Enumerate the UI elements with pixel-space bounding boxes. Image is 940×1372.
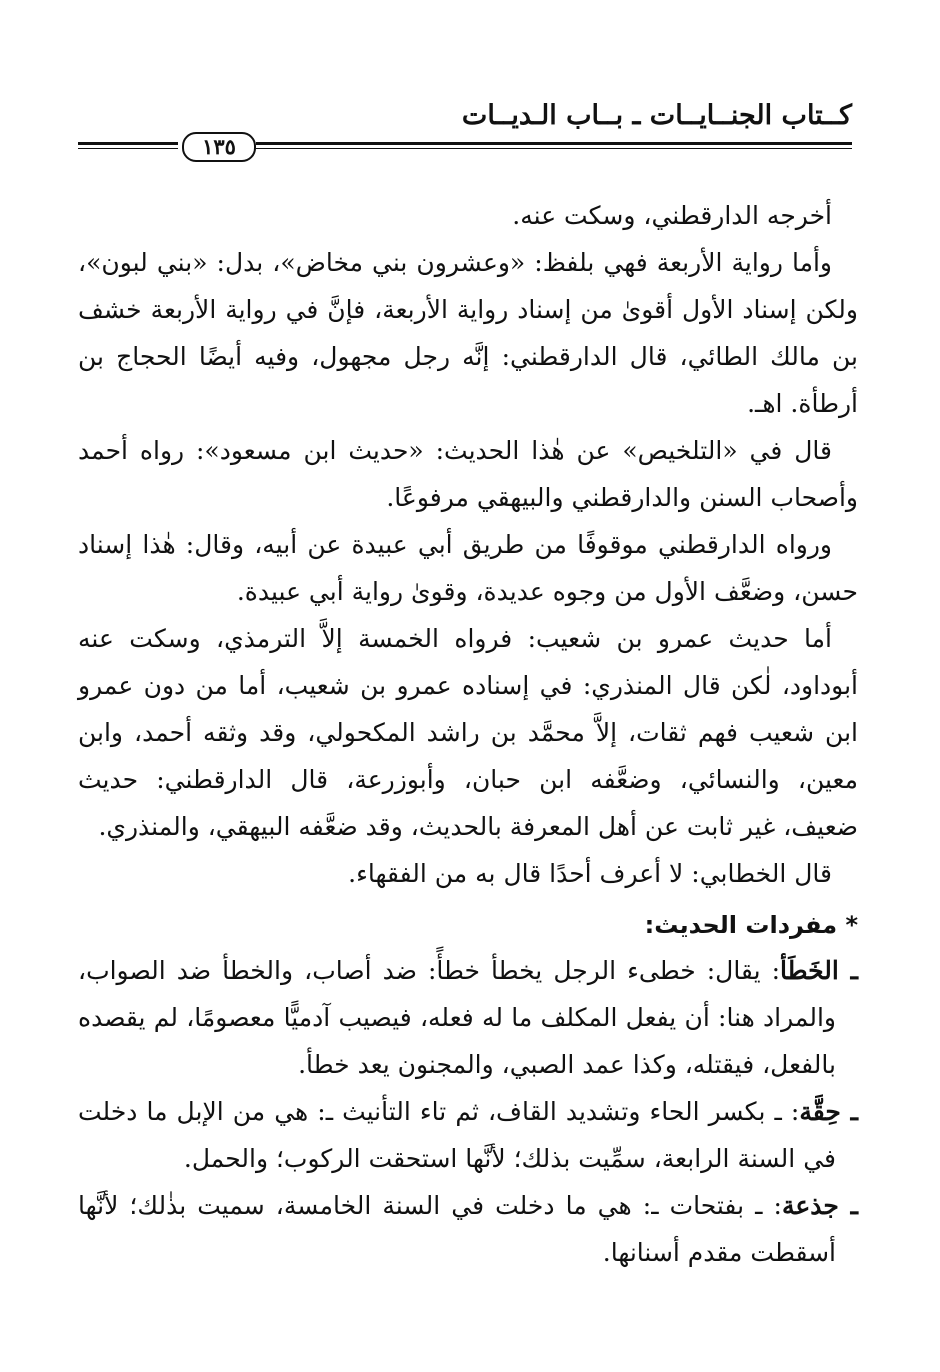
header-rule [78, 132, 852, 162]
glossary-definition: : ـ بفتحات ـ: هي ما دخلت في السنة الخامسة، سميت بذٰلك؛ لأنَّها أسقطت مقدم أسنانها. [78, 1191, 836, 1267]
rule-line-left-thin [78, 148, 178, 149]
paragraph: أما حديث عمرو بن شعيب: فرواه الخمسة إلاَّ الترمذي، وسكت عنه أبوداود، لٰكن قال المنذري: في إسناده عمرو بن شعيب، أما من دون عمرو ابن شعيب فهم ثقات، إلاَّ محمَّد بن راشد المكحولي، وقد وثقه أحمد، وابن معين، والنسائي، وضعَّفه ابن حبان، وأبوزرعة، قال الدارقطني: حديث ضعيف، غير ثابت عن أهل المعرفة بالحديث، وقد ضعَّفه البيهقي، والمنذري. [78, 624, 858, 841]
paragraph: ورواه الدارقطني موقوفًا من طريق أبي عبيدة عن أبيه، وقال: هٰذا إسناد حسن، وضعَّف الأول من وجوه عديدة، وقوىٰ رواية أبي عبيدة. [78, 530, 858, 606]
glossary-term: الخَطَأ [780, 956, 839, 985]
glossary-definition: : ـ بكسر الحاء وتشديد القاف، ثم تاء التأنيث ـ: هي من الإبل ما دخلت في السنة الرابعة، سمِّيت بذلك؛ لأنَّها استحقت الركوب؛ والحمل. [78, 1097, 836, 1173]
rule-line-right-thin [256, 148, 852, 149]
glossary-entry: ـ جذعة: ـ بفتحات ـ: هي ما دخلت في السنة الخامسة، سميت بذٰلك؛ لأنَّها أسقطت مقدم أسنانها. [78, 1191, 859, 1267]
running-head: كــتاب الجنــايــات ـ بــاب الـديــات [461, 100, 852, 131]
paragraph: قال في «التلخيص» عن هٰذا الحديث: «حديث ابن مسعود»: رواه أحمد وأصحاب السنن والدارقطني والبيهقي مرفوعًا. [78, 436, 858, 512]
glossary-term: جذعة [781, 1191, 839, 1220]
main-text [78, 192, 858, 1276]
rule-line-left-thick [78, 142, 178, 145]
page-number: ١٣٥ [182, 132, 256, 162]
paragraph: أخرجه الدارقطني، وسكت عنه. [512, 201, 832, 230]
paragraph: وأما رواية الأربعة فهي بلفظ: «وعشرون بني مخاض»، بدل: «بني لبون»، ولكن إسناد الأول أقوىٰ من إسناد رواية الأربعة، فإنَّ في رواية الأربعة خشف بن مالك الطائي، قال الدارقطني: إنَّه رجل مجهول، وفيه أيضًا الحجاج بن أرطأة. اهـ. [78, 248, 858, 418]
glossary-term: حِقَّة [799, 1097, 841, 1126]
glossary-definition: : يقال: خطىء الرجل يخطأ خطأً: ضد أصاب، والخطأ ضد الصواب، والمراد هنا: أن يفعل المكلف ما له فعله، فيصيب آدميًّا معصومًا، لم يقصده بالفعل، فيقتله، وكذا عمد الصبي، والمجنون يعد خطأ. [78, 956, 836, 1079]
section-heading: * مفردات الحديث: [644, 911, 858, 939]
paragraph: قال الخطابي: لا أعرف أحدًا قال به من الفقهاء. [348, 859, 832, 888]
glossary-entry: ـ حِقَّة: ـ بكسر الحاء وتشديد القاف، ثم تاء التأنيث ـ: هي من الإبل ما دخلت في السنة الرابعة، سمِّيت بذلك؛ لأنَّها استحقت الركوب؛ والحمل. [78, 1097, 858, 1173]
glossary-entry: ـ الخَطَأ: يقال: خطىء الرجل يخطأ خطأً: ضد أصاب، والخطأ ضد الصواب، والمراد هنا: أن يفعل المكلف ما له فعله، فيصيب آدميًّا معصومًا، لم يقصده بالفعل، فيقتله، وكذا عمد الصبي، والمجنون يعد خطأ. [78, 956, 858, 1079]
rule-line-right-thick [256, 142, 852, 145]
